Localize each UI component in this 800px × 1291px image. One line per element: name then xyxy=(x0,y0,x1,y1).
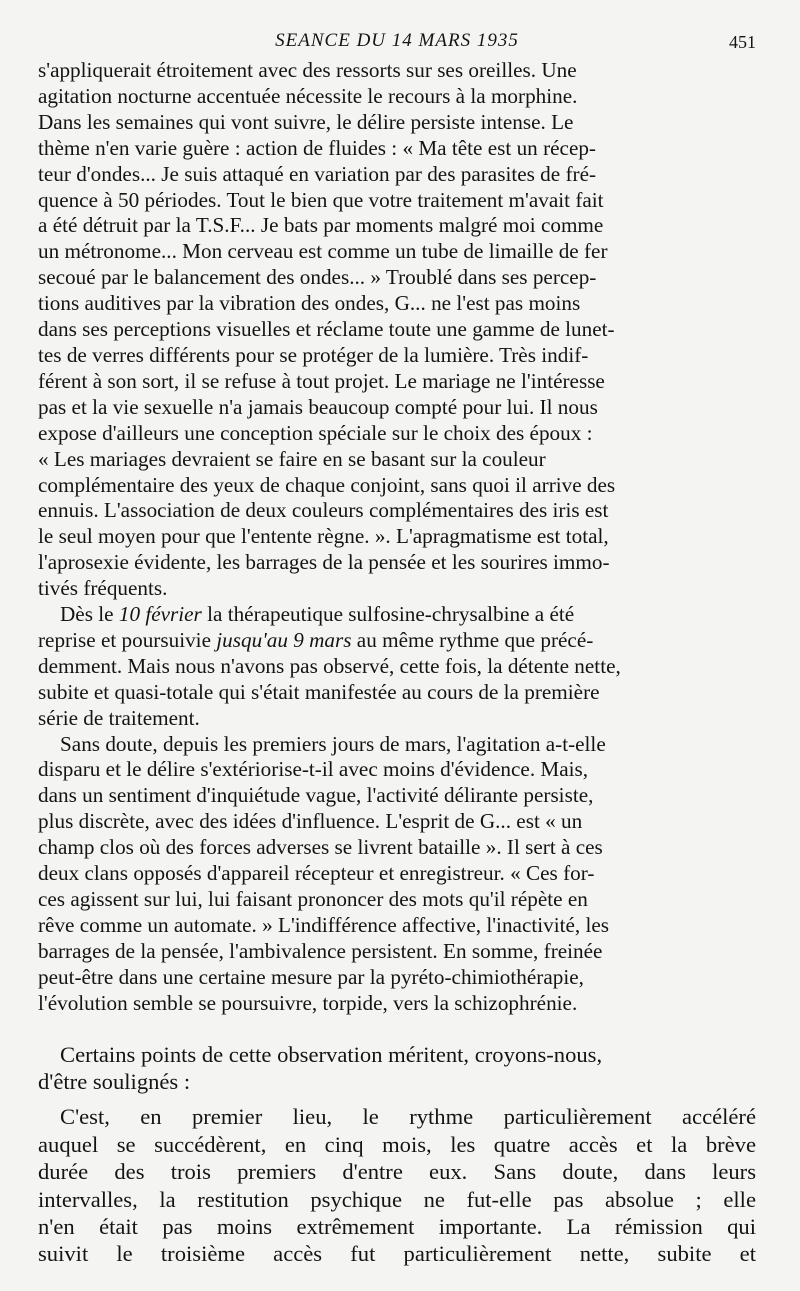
text-line: a été détruit par la T.S.F... Je bats par moments malgré moi comme xyxy=(38,213,604,238)
text-run: reprise et poursuivie xyxy=(38,627,217,652)
text-line: tes de verres différents pour se protéger de la lumière. Très indif- xyxy=(38,342,589,367)
text-line: Certains points de cette observation méritent, croyons-nous, xyxy=(60,1041,603,1067)
paragraph-2 xyxy=(38,602,756,732)
text-line: durée des trois premiers d'entre eux. Sans doute, dans leurs xyxy=(38,1159,756,1185)
text-line: un métronome... Mon cerveau est comme un tube de limaille de fer xyxy=(38,239,608,264)
text-line: n'en était pas moins extrêmement importante. La rémission qui xyxy=(38,1213,756,1239)
text-line: deux clans opposés d'appareil récepteur et enregistreur. « Ces for- xyxy=(38,861,595,886)
text-line: demment. Mais nous n'avons pas observé, cette fois, la détente nette, xyxy=(38,653,621,678)
text-line: le seul moyen pour que l'entente règne. ». L'apragmatisme est total, xyxy=(38,524,609,549)
text-line: l'évolution semble se poursuivre, torpide, vers la schizophrénie. xyxy=(38,990,578,1015)
commentary-paragraph-2 xyxy=(38,1103,756,1267)
text-line: pas et la vie sexuelle n'a jamais beaucoup compté pour lui. Il nous xyxy=(38,394,598,419)
commentary-text xyxy=(38,1041,756,1268)
text-line: dans ses perceptions visuelles et réclame toute une gamme de lunet- xyxy=(38,317,615,342)
text-line xyxy=(38,602,756,628)
text-run: Dès le xyxy=(60,602,119,627)
text-line: série de traitement. xyxy=(38,705,200,730)
text-run: au même rythme que précé- xyxy=(351,627,594,652)
text-line: C'est, en premier lieu, le rythme particulièrement accéléré xyxy=(60,1104,756,1130)
text-run: la thérapeutique sulfosine-chrysalbine a été xyxy=(201,602,575,627)
text-line: rêve comme un automate. » L'indifférence affective, l'inactivité, les xyxy=(38,912,610,937)
text-line: agitation nocturne accentuée nécessite le recours à la morphine. xyxy=(38,83,578,108)
date-emphasis: 10 février xyxy=(118,602,202,627)
text-line: thème n'en varie guère : action de fluides : « Ma tête est un récep- xyxy=(38,135,596,160)
running-header xyxy=(38,0,756,58)
text-line: suivit le troisième accès fut particulièrement nette, subite et xyxy=(38,1241,756,1267)
text-line xyxy=(38,628,756,654)
text-line: champ clos où des forces adverses se livrent bataille ». Il sert à ces xyxy=(38,835,603,860)
text-line: teur d'ondes... Je suis attaqué en variation par des parasites de fré- xyxy=(38,161,597,186)
text-line: s'appliquerait étroitement avec des ressorts sur ses oreilles. Une xyxy=(38,58,577,82)
text-line: complémentaire des yeux de chaque conjoint, sans quoi il arrive des xyxy=(38,472,616,497)
paragraph-1 xyxy=(38,58,756,602)
text-line: expose d'ailleurs une conception spéciale sur le choix des époux : xyxy=(38,420,593,445)
text-line: Dans les semaines qui vont suivre, le délire persiste intense. Le xyxy=(38,109,574,134)
text-line: ces agissent sur lui, lui faisant prononcer des mots qu'il répète en xyxy=(38,887,588,911)
text-line: dans un sentiment d'inquiétude vague, l'activité délirante persiste, xyxy=(38,783,594,808)
text-line: « Les mariages devraient se faire en se basant sur la couleur xyxy=(38,446,546,471)
text-line: quence à 50 périodes. Tout le bien que votre traitement m'avait fait xyxy=(38,187,604,212)
text-line: tivés fréquents. xyxy=(38,576,168,601)
text-line: tions auditives par la vibration des ondes, G... ne l'est pas moins xyxy=(38,291,581,316)
text-line: barrages de la pensée, l'ambivalence persistent. En somme, freinée xyxy=(38,938,603,963)
running-title: SEANCE DU 14 MARS 1935 xyxy=(275,30,519,51)
page-number: 451 xyxy=(729,32,756,52)
commentary-paragraph-1 xyxy=(38,1041,756,1096)
body-text xyxy=(38,58,756,1017)
text-line: férent à son sort, il se refuse à tout projet. Le mariage ne l'intéresse xyxy=(38,368,605,393)
text-line: disparu et le délire s'extériorise-t-il avec moins d'évidence. Mais, xyxy=(38,757,589,782)
paragraph-3 xyxy=(38,732,756,1017)
text-line: subite et quasi-totale qui s'était manifestée au cours de la première xyxy=(38,679,600,704)
text-line: l'aprosexie évidente, les barrages de la pensée et les sourires immo- xyxy=(38,550,610,575)
text-line: auquel se succédèrent, en cinq mois, les quatre accès et la brève xyxy=(38,1131,756,1157)
text-line: peut-être dans une certaine mesure par la pyréto-chimiothérapie, xyxy=(38,964,584,989)
text-line: secoué par le balancement des ondes... » Troublé dans ses percep- xyxy=(38,265,597,290)
text-line: Sans doute, depuis les premiers jours de mars, l'agitation a-t-elle xyxy=(60,731,606,756)
text-line: intervalles, la restitution psychique ne fut-elle pas absolue ; elle xyxy=(38,1186,756,1212)
text-line: ennuis. L'association de deux couleurs complémentaires des iris est xyxy=(38,498,609,523)
text-line: d'être soulignés : xyxy=(38,1068,191,1094)
date-emphasis: jusqu'au 9 mars xyxy=(216,627,352,652)
text-line: plus discrète, avec des idées d'influence. L'esprit de G... est « un xyxy=(38,809,583,834)
